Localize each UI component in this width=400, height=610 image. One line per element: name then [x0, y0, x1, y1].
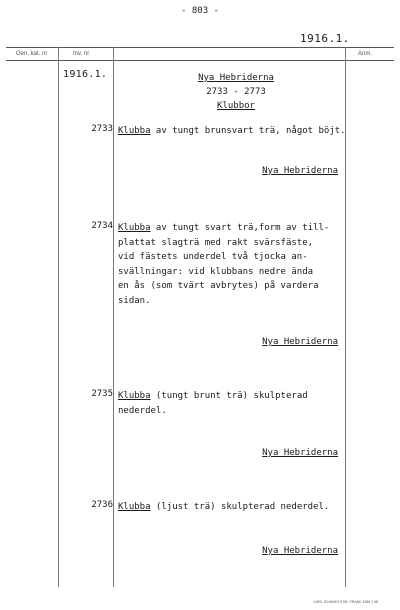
heading-range: 2733 - 2773 — [206, 87, 266, 97]
header-rule — [6, 47, 394, 48]
column-header-inv: Inv. nr — [73, 51, 90, 57]
entry-keyword: Klubba — [118, 502, 151, 512]
page-number: - 803 - — [181, 6, 219, 16]
column-header-gen-kat: Gen. kat. nr — [16, 51, 48, 57]
entry-number: 2734 — [91, 221, 113, 231]
heading-title: Nya Hebriderna — [198, 73, 274, 83]
heading-category: Klubbor — [217, 101, 255, 111]
column-divider-1 — [58, 47, 59, 587]
entry-location: Nya Hebriderna — [262, 448, 338, 458]
entry-description: Klubba av tungt svart trä,form av till- plattat slagträ med rakt svärsfäste, vid fästets underdel två tjocka an- svällningar: vid klubbans nedre ända en ås (som tvärt avbrytes) på vardera sidan. — [118, 223, 330, 306]
printer-imprint: CARL SCHMIDTS KB. FRANK 3389 1 68 — [313, 600, 378, 604]
column-header-rule — [6, 60, 394, 61]
column-divider-2 — [113, 47, 114, 587]
column-header-anm: Anm. — [358, 51, 373, 57]
entry-date: 1916.1. — [63, 69, 108, 80]
entry-keyword: Klubba — [118, 391, 151, 401]
entry-number: 2736 — [91, 500, 113, 510]
entry-description: Klubba (ljust trä) skulpterad nederdel. — [118, 502, 330, 512]
entry-number: 2735 — [91, 389, 113, 399]
entry-description: Klubba (tungt brunt trä) skulpterad nederdel. — [118, 391, 308, 416]
entry-keyword: Klubba — [118, 223, 151, 233]
entry-location: Nya Hebriderna — [262, 166, 338, 176]
entry-keyword: Klubba — [118, 126, 151, 136]
ledger-number: 1916.1. — [300, 32, 350, 45]
entry-description: Klubba av tungt brunsvart trä, något böjt. — [118, 126, 346, 136]
entry-number: 2733 — [91, 124, 113, 134]
entry-location: Nya Hebriderna — [262, 546, 338, 556]
entry-location: Nya Hebriderna — [262, 337, 338, 347]
